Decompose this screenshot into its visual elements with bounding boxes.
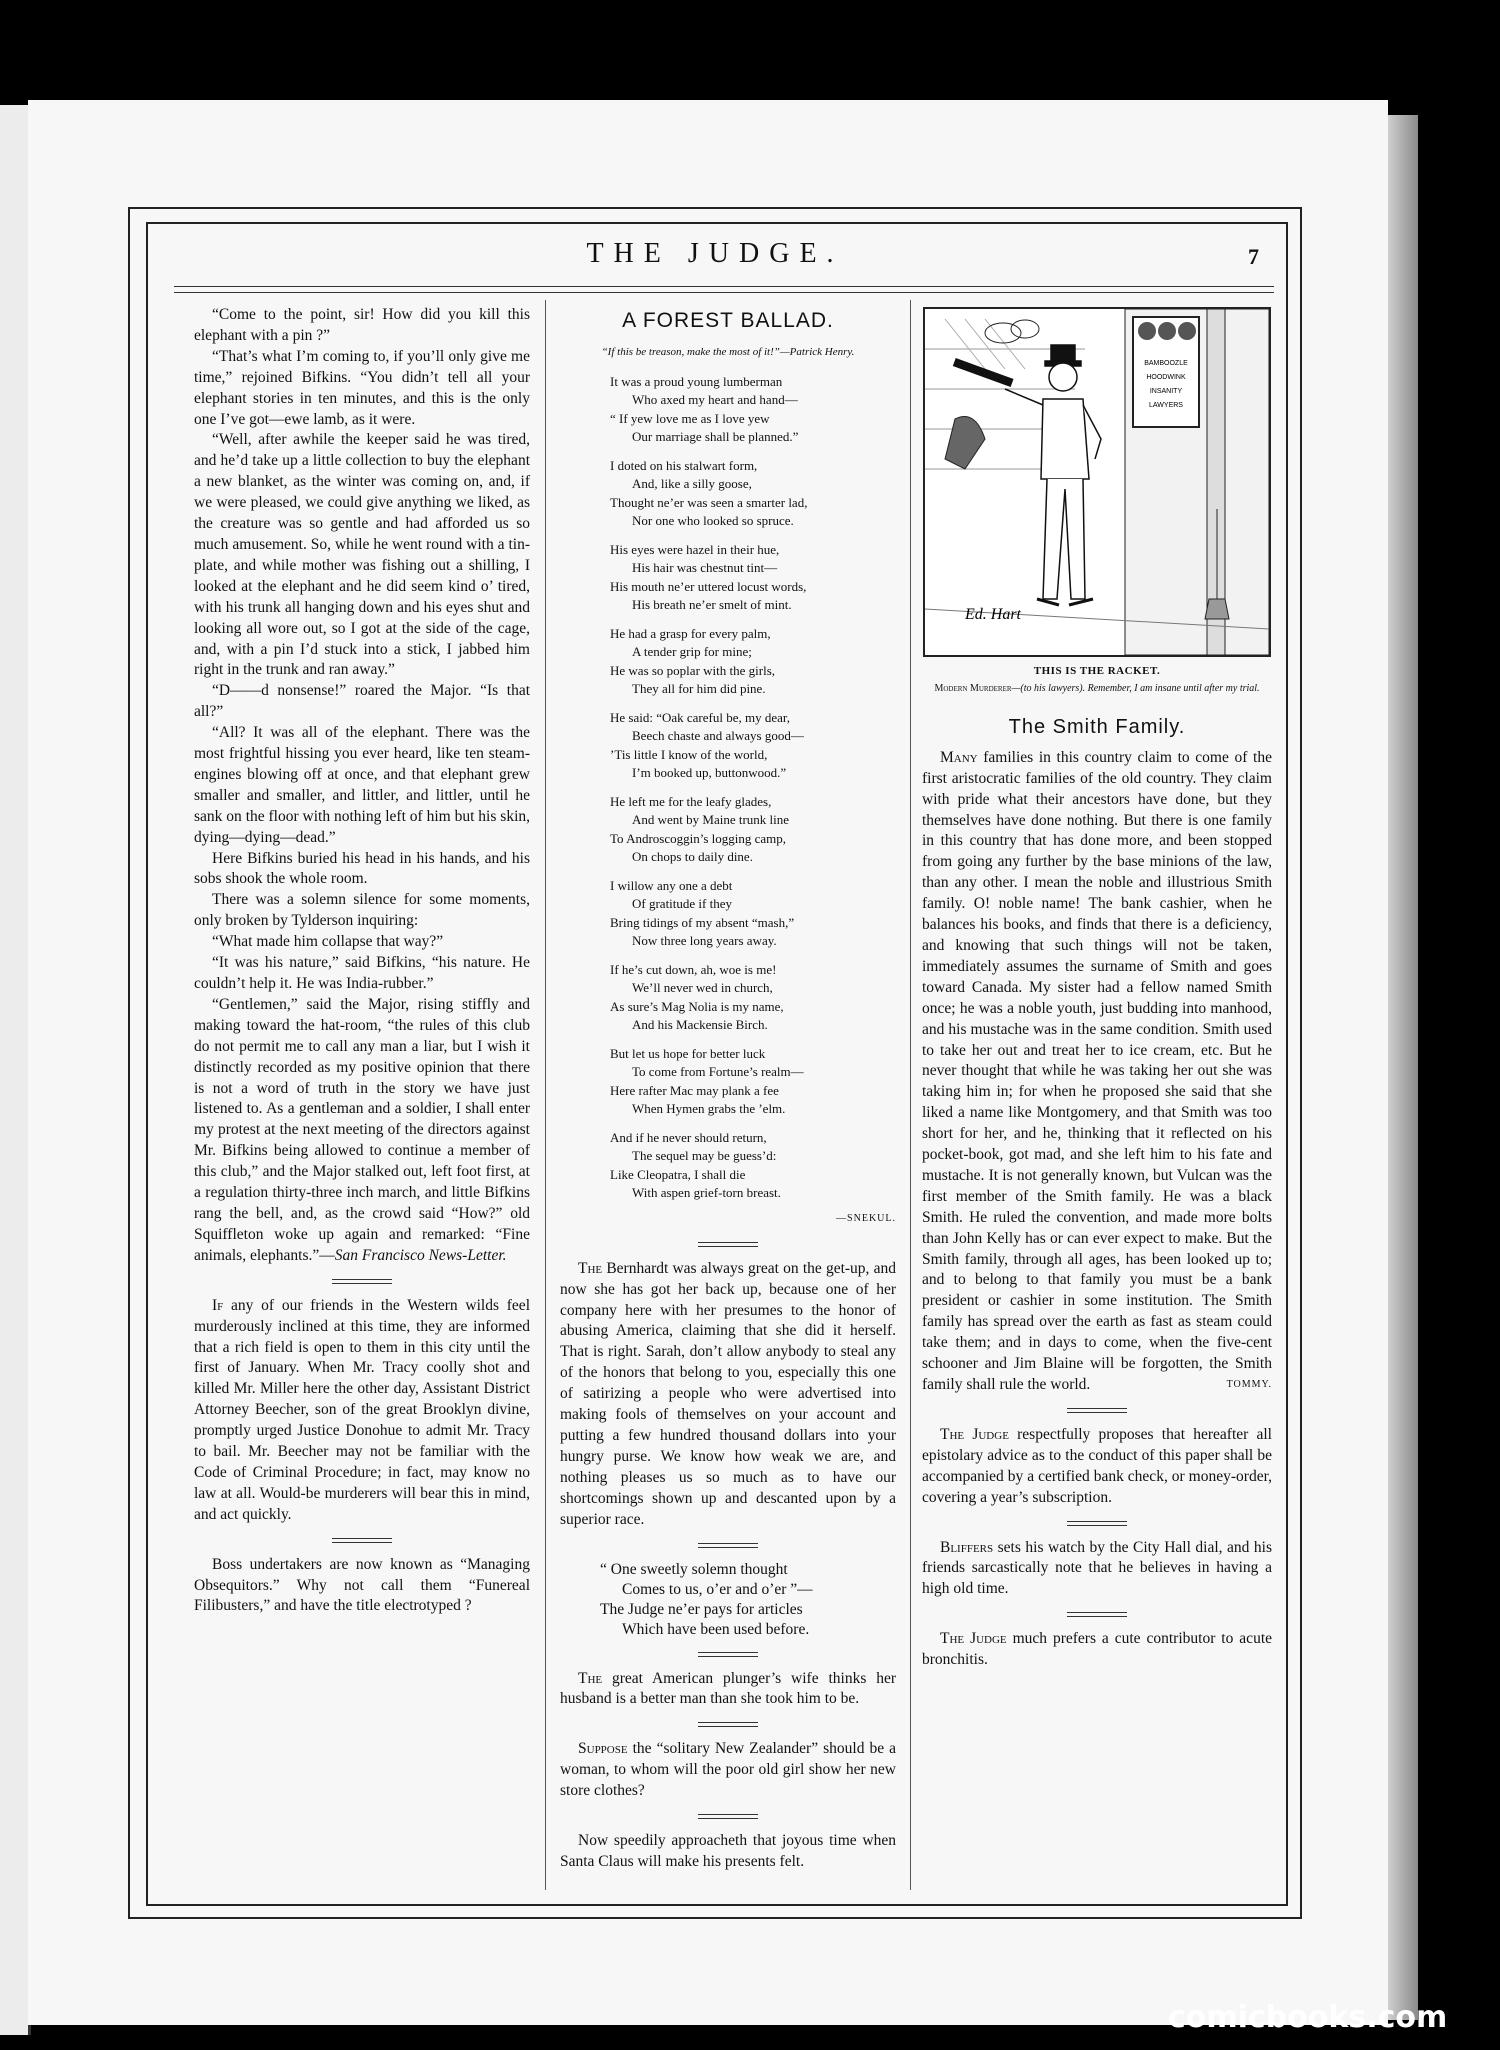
ballad-line: Nor one who looked so spruce. (632, 513, 794, 529)
ballad-line: When Hymen grabs the ’elm. (632, 1101, 786, 1117)
ballad-line: ’Tis little I know of the world, (610, 746, 768, 762)
ballad-line: Like Cleopatra, I shall die (610, 1166, 746, 1182)
column-3 (922, 305, 1272, 1671)
item-lead: The Judge (940, 1630, 1007, 1648)
ballad-line: They all for him did pine. (632, 681, 766, 697)
item-santa: Now speedily approacheth that joyous time when Santa Claus will make his presents felt. (560, 1832, 896, 1870)
column-rule-1 (545, 300, 546, 1890)
column-rule-2 (910, 300, 911, 1890)
item-text: great American plunger’s wife thinks her husband is a better man than she took him to be. (560, 1669, 896, 1708)
ballad-signature: —SNEKUL. (836, 1212, 896, 1224)
ballad-line: And if he never should return, (610, 1129, 767, 1145)
separator (698, 1722, 758, 1727)
ballad-line: With aspen grief-torn breast. (632, 1185, 781, 1201)
item-text: any of our friends in the Western wilds feel murderously inclined at this time, they are informed that a rich field is open to them in this city until the first of January. When Mr. Tracy coolly shot and killed Mr. Miller here the other day, Assistant District Attorney Beecher, son of the great Brooklyn divine, promptly urged Justice Donohue to admit Mr. Tracy to bail. Mr. Beecher may not be familiar with the Code of Criminal Procedure; in fact, may know no law at all. Would-be murderers will bear this in mind, and act quickly. (194, 1296, 530, 1523)
item-plunger (560, 1669, 896, 1711)
separator (332, 1538, 392, 1543)
separator (698, 1543, 758, 1548)
paragraph: “All? It was all of the elephant. There was the most frightful hissing you ever heard, like ten steam-engines blowing off at once, and that elephant grew smaller and smaller, and littler, and littler, until he sank on the floor with nothing left of him but his skin, dying—dying—dead.” (194, 724, 530, 846)
item-text: families in this country claim to come of the first aristocratic families of the old country. They claim with pride what their ancestors have done, but they themselves have done nothing. But there is one family in this country that has done more, and been stopped from going any further by the base minions of the law, than any other. I mean the noble and illustrious Smith family. O! noble name! The bank cashier, when he balances his books, and finds that there is a deficiency, and knowing that such things will not be taken, immediately assumes the surname of Smith and goes toward Canada. My sister had a fellow named Smith once; he was a noble youth, just budding into manhood, and his mustache was in the same condition. Smith used to take her out and treat her to ice cream, etc. But he never thought that while he was taking her out she was taking him in; for when he proposed she said that she liked a name like Montgomery, and that Smith was too short for her, and he, thinking that it reflected on his pocket-book, got mad, and she left him to his fate and mustache. It is not generally known, but Vulcan was the first member of the Smith family. He was a black Smith. He ruled the convention, and made more bolts than John Kelly has or can ever expect to make. But the Smith family, through all ages, has been looked up to; and to belong to that family you must be a bank president or cashier in some institution. The Smith family has spread over the earth as fast as steam could take them; and in days to come, when the five-cent schooner and Jim Blaine will be forgotten, the Smith family shall rule the world. (922, 748, 1272, 1393)
ballad-line: Bring tidings of my absent “mash,” (610, 914, 795, 930)
ballad-line: But let us hope for better luck (610, 1045, 766, 1061)
item-bernhardt (560, 1259, 896, 1531)
ballad-stanza (610, 457, 896, 531)
ballad-line: His hair was chestnut tint— (632, 560, 778, 576)
ballad-line: Who axed my heart and hand— (632, 392, 798, 408)
site-watermark: comicbooks.com (1168, 2000, 1448, 2035)
masthead: THE JUDGE. (586, 238, 844, 269)
verse-line: The Judge ne’er pays for articles (600, 1600, 803, 1618)
item-lead: The Judge (940, 1425, 1009, 1443)
masthead-rule (174, 286, 1274, 293)
item-text: sets his watch by the City Hall dial, and his friends sarcastically note that he believes in having a high old time. (922, 1538, 1272, 1598)
smith-family-title: The Smith Family. (1008, 715, 1186, 738)
item-new-zealander (560, 1739, 896, 1802)
item-bliffers (922, 1538, 1272, 1601)
item-text: respectfully proposes that hereafter all epistolary advice as to the conduct of this paper shall be accompanied by a certified bank check, or money-order, covering a year’s subscription. (922, 1425, 1272, 1506)
ballad-line: “ If yew love me as I love yew (610, 410, 770, 426)
ballad-line: Beech chaste and always good— (632, 728, 804, 744)
cartoon-caption (922, 682, 1272, 695)
ballad-line: To Androscoggin’s logging camp, (610, 830, 787, 846)
item-lead: Suppose (578, 1740, 628, 1758)
item-undertakers: Boss undertakers are now known as “Managing Obsequitors.” Why not call them “Funereal Filibusters,” and have the title electrotyped ? (194, 1555, 530, 1615)
column-1 (194, 305, 530, 1617)
cartoon-drawing (925, 309, 1269, 655)
cartoon-signature: Ed. Hart (965, 606, 1021, 623)
paragraph: “D——d nonsense!” roared the Major. “Is that all?” (194, 682, 530, 721)
ballad-stanza (610, 1129, 896, 1203)
ballad-line: I willow any one a debt (610, 877, 733, 893)
ballad-line: He had a grasp for every palm, (610, 625, 771, 641)
item-lead: Many (940, 748, 978, 766)
ballad-stanza (610, 961, 896, 1035)
ballad-line: And his Mackensie Birch. (632, 1017, 768, 1033)
paragraph: “Come to the point, sir! How did you kill this elephant with a pin ?” (194, 306, 530, 344)
item-text: the “solitary New Zealander” should be a woman, to whom will the poor old girl show her new store clothes? (560, 1740, 896, 1800)
item-epistolary (922, 1425, 1272, 1509)
item-lead: If (212, 1296, 224, 1314)
caption-speech: —(to his lawyers). Remember, I am insane until after my trial. (1011, 682, 1260, 694)
ballad-line: We’ll never wed in church, (632, 980, 773, 996)
item-lead: The (578, 1259, 603, 1277)
ballad-stanza (610, 709, 896, 783)
ballad-line: Here rafter Mac may plank a fee (610, 1082, 779, 1098)
ballad-line: He left me for the leafy glades, (610, 793, 772, 809)
verse-line: Which have been used before. (622, 1620, 810, 1638)
item-bronchitis (922, 1629, 1272, 1671)
paragraph (194, 995, 530, 1267)
ballad-epigraph: “If this be treason, make the most of it!”—Patrick Henry. (601, 345, 855, 358)
ballad-line: Of gratitude if they (632, 896, 732, 912)
separator (1067, 1408, 1127, 1413)
ballad-line: It was a proud young lumberman (610, 373, 783, 389)
item-lead: Bliffers (940, 1538, 994, 1556)
paragraph: “That’s what I’m coming to, if you’ll only give me time,” rejoined Bifkins. “You didn’t tell all your elephant stories in ten minutes, and this is the only one I’ve got—ewe lamb, as it were. (194, 347, 530, 428)
sign-line: INSANITY (1149, 388, 1183, 395)
ballad-line: Our marriage shall be planned.” (632, 429, 799, 445)
ballad-line: I doted on his stalwart form, (610, 457, 758, 473)
separator (1067, 1612, 1127, 1617)
ballad-line: Now three long years away. (632, 933, 777, 949)
cartoon-caption-title: THIS IS THE RACKET. (1033, 665, 1161, 677)
ballad-stanza (610, 1045, 896, 1119)
ballad-stanza (610, 793, 896, 867)
sign-line: BAMBOOZLE (1144, 360, 1188, 367)
item-murderers (194, 1296, 530, 1526)
ballad-line: And went by Maine trunk line (632, 812, 790, 828)
ballad-line: He said: “Oak careful be, my dear, (610, 709, 790, 725)
paragraph: Here Bifkins buried his head in his hands, and his sobs shook the whole room. (194, 849, 530, 888)
paragraph: There was a solemn silence for some moments, only broken by Tylderson inquiring: (194, 891, 530, 930)
caption-speaker: Modern Murderer (934, 682, 1012, 694)
ballad-line: On chops to daily dine. (632, 849, 753, 865)
ballad-line: Thought ne’er was seen a smarter lad, (610, 494, 808, 510)
page-shadow (1388, 115, 1418, 2020)
ballad-stanzas (560, 373, 896, 1203)
ballad-line: I’m booked up, buttonwood.” (632, 765, 787, 781)
ballad-line: His eyes were hazel in their hue, (610, 541, 780, 557)
ballad-line: His breath ne’er smelt of mint. (632, 597, 792, 613)
ballad-stanza (610, 541, 896, 615)
ballad-line: To come from Fortune’s realm— (632, 1064, 804, 1080)
smith-signature: TOMMY. (1226, 1379, 1272, 1390)
column-2 (560, 305, 896, 1873)
separator (698, 1652, 758, 1657)
verse-line: “ One sweetly solemn thought (600, 1560, 788, 1578)
ballad-line: His mouth ne’er uttered locust words, (610, 578, 807, 594)
ballad-line: He was so poplar with the girls, (610, 662, 776, 678)
paragraph: “It was his nature,” said Bifkins, “his nature. He couldn’t help it. He was India-rubber.” (194, 954, 530, 992)
smith-family-text (922, 748, 1272, 1396)
ballad-title: A FOREST BALLAD. (622, 309, 834, 332)
item-text: much prefers a cute contributor to acute bronchitis. (922, 1630, 1272, 1669)
racket-cartoon (923, 307, 1271, 657)
separator (698, 1814, 758, 1819)
ballad-line: A tender grip for mine; (632, 644, 752, 660)
separator (698, 1242, 758, 1247)
page-number: 7 (1248, 244, 1259, 269)
paragraph: “What made him collapse that way?” (212, 933, 444, 951)
source-credit: San Francisco News-Letter. (334, 1246, 507, 1264)
item-lead: The (578, 1669, 603, 1687)
ballad-line: If he’s cut down, ah, woe is me! (610, 961, 777, 977)
ballad-line: As sure’s Mag Nolia is my name, (610, 998, 784, 1014)
ballad-line: And, like a silly goose, (632, 476, 752, 492)
separator (1067, 1521, 1127, 1526)
paragraph-text: “Gentlemen,” said the Major, rising stiffly and making toward the hat-room, “the rules of this club do not permit me to call any man a liar, but I wish it distinctly recorded as my positive opinion that there is not a word of truth in the story we have just listened to. As a gentleman and a soldier, I shall enter my protest at the next meeting of the directors against Mr. Bifkins being allowed to continue a member of this club,” and the Major stalked out, left foot first, at a regulation thirty-three inch march, and little Bifkins rang the bell, and, as the crowd said “How?” old Squiffleton woke up again and remarked: “Fine animals, elephants.”— (194, 995, 530, 1264)
sign-line: LAWYERS (1149, 402, 1183, 409)
ballad-stanza (610, 877, 896, 951)
ballad-stanza (610, 625, 896, 699)
judge-verse (600, 1560, 896, 1640)
ballad-stanza (610, 373, 896, 447)
sign-line: HOODWINK (1146, 374, 1186, 381)
facing-page-edge (0, 105, 31, 2035)
separator (332, 1279, 392, 1284)
ballad-line: The sequel may be guess’d: (632, 1148, 777, 1164)
item-text: Bernhardt was always great on the get-up, and now she has got her back up, because one of her company here with her presumes to the honor of abusing America, claiming that she did it herself. That is right. Sarah, don’t allow anybody to steal any of the honors that belong to you, especially this one of satirizing a people who were advertised into making fools of themselves on your account and putting a few hundred thousand dollars into your hungry purse. We know how weak we are, and nothing pleases us so much as to have our shortcomings shown up and descanted upon by a superior race. (560, 1259, 896, 1528)
verse-line: Comes to us, o’er and o’er ”— (622, 1580, 813, 1598)
paragraph: “Well, after awhile the keeper said he was tired, and he’d take up a little collection to buy the elephant a new blanket, as the winter was coming on, and, if we were pleased, we could give anything we liked, as the creature was so gentle and had afforded us so much amusement. So, while he went round with a tin-plate, and while mother was fishing out a shilling, I looked at the elephant and he did seem kind o’ tired, with his trunk all hanging down and his eyes shut and looking all wore out, so I got at the side of the cage, and, with a pin I’d stuck into a stick, I jabbed him right in the trunk and ran away.” (194, 431, 530, 679)
